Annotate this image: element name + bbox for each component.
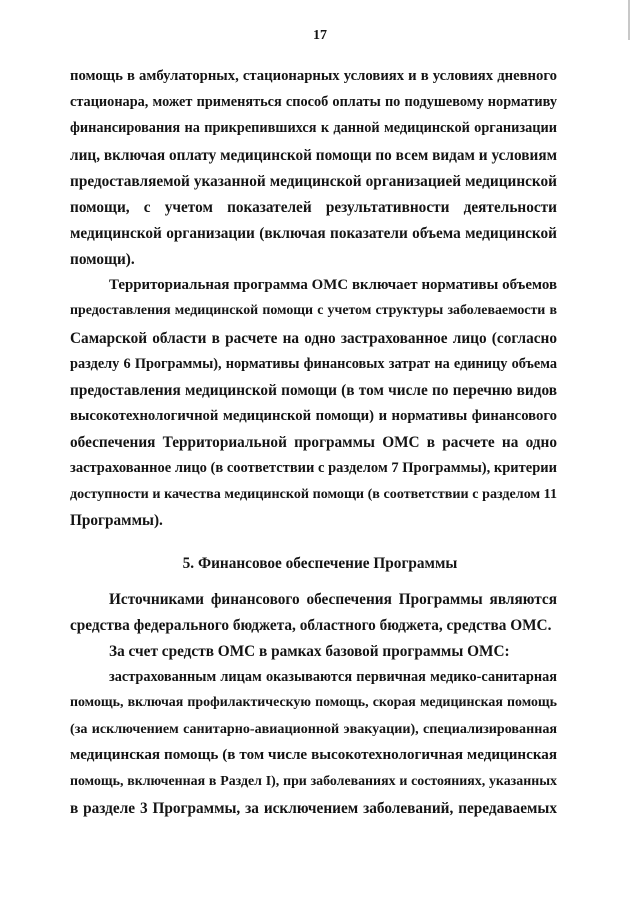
paragraph-line: застрахованным лицам оказываются первичная медико-санитарная (109, 669, 557, 685)
paragraph-line: доступности и качества медицинской помощи (в соответствии с разделом 11 (70, 486, 557, 502)
paragraph-line: застрахованное лицо (в соответствии с разделом 7 Программы), критерии (70, 460, 557, 476)
paragraph-line: высокотехнологичной медицинской помощи) и нормативы финансового (70, 408, 557, 424)
paragraph-line: обеспечения Территориальной программы ОМС в расчете на одно (70, 434, 557, 451)
paragraph-line: предоставления медицинской помощи (в том числе по перечню видов (70, 382, 557, 399)
paragraph-line: финансирования на прикрепившихся к данной медицинской организации (70, 120, 557, 136)
paragraph-line: помощь, включенная в Раздел I), при заболеваниях и состояниях, указанных (70, 774, 557, 789)
paragraph-line: Самарской области в расчете на одно застрахованное лицо (согласно (70, 330, 557, 347)
paragraph-line: предоставления медицинской помощи с учетом структуры заболеваемости в (70, 303, 557, 318)
paragraph-line: предоставляемой указанной медицинской организацией медицинской (70, 173, 557, 190)
section-heading: 5. Финансовое обеспечение Программы (182, 555, 458, 572)
paragraph-line: (за исключением санитарно-авиационной эвакуации), специализированная (70, 721, 557, 737)
paragraph-line: стационара, может применяться способ оплаты по подушевому нормативу (70, 94, 557, 110)
paragraph-line: За счет средств ОМС в рамках базовой программы ОМС: (109, 643, 510, 660)
paragraph-line: медицинской организации (включая показатели объема медицинской (70, 225, 557, 242)
paragraph-line: медицинская помощь (в том числе высокотехнологичная медицинская (70, 747, 557, 763)
paragraph-line: помощь в амбулаторных, стационарных условиях и в условиях дневного (70, 68, 557, 84)
paragraph-line: лиц, включая оплату медицинской помощи по всем видам и условиям (70, 147, 558, 164)
paragraph-line: Территориальная программа ОМС включает нормативы объемов (109, 277, 557, 293)
paragraph-line: помощи, с учетом показателей результативности деятельности (70, 199, 557, 216)
paragraph-line: Источниками финансового обеспечения Программы являются (109, 591, 557, 608)
paragraph-line: помощи). (70, 251, 135, 268)
paragraph-line: помощь, включая профилактическую помощь, скорая медицинская помощь (70, 695, 557, 710)
paragraph-line: Программы). (70, 512, 163, 529)
paragraph-line: средства федерального бюджета, областного бюджета, средства ОМС. (70, 617, 552, 634)
paragraph-line: разделу 6 Программы), нормативы финансовых затрат на единицу объема (70, 356, 557, 372)
paragraph-line: в разделе 3 Программы, за исключением заболеваний, передаваемых (70, 800, 557, 817)
page-number: 17 (313, 28, 327, 43)
